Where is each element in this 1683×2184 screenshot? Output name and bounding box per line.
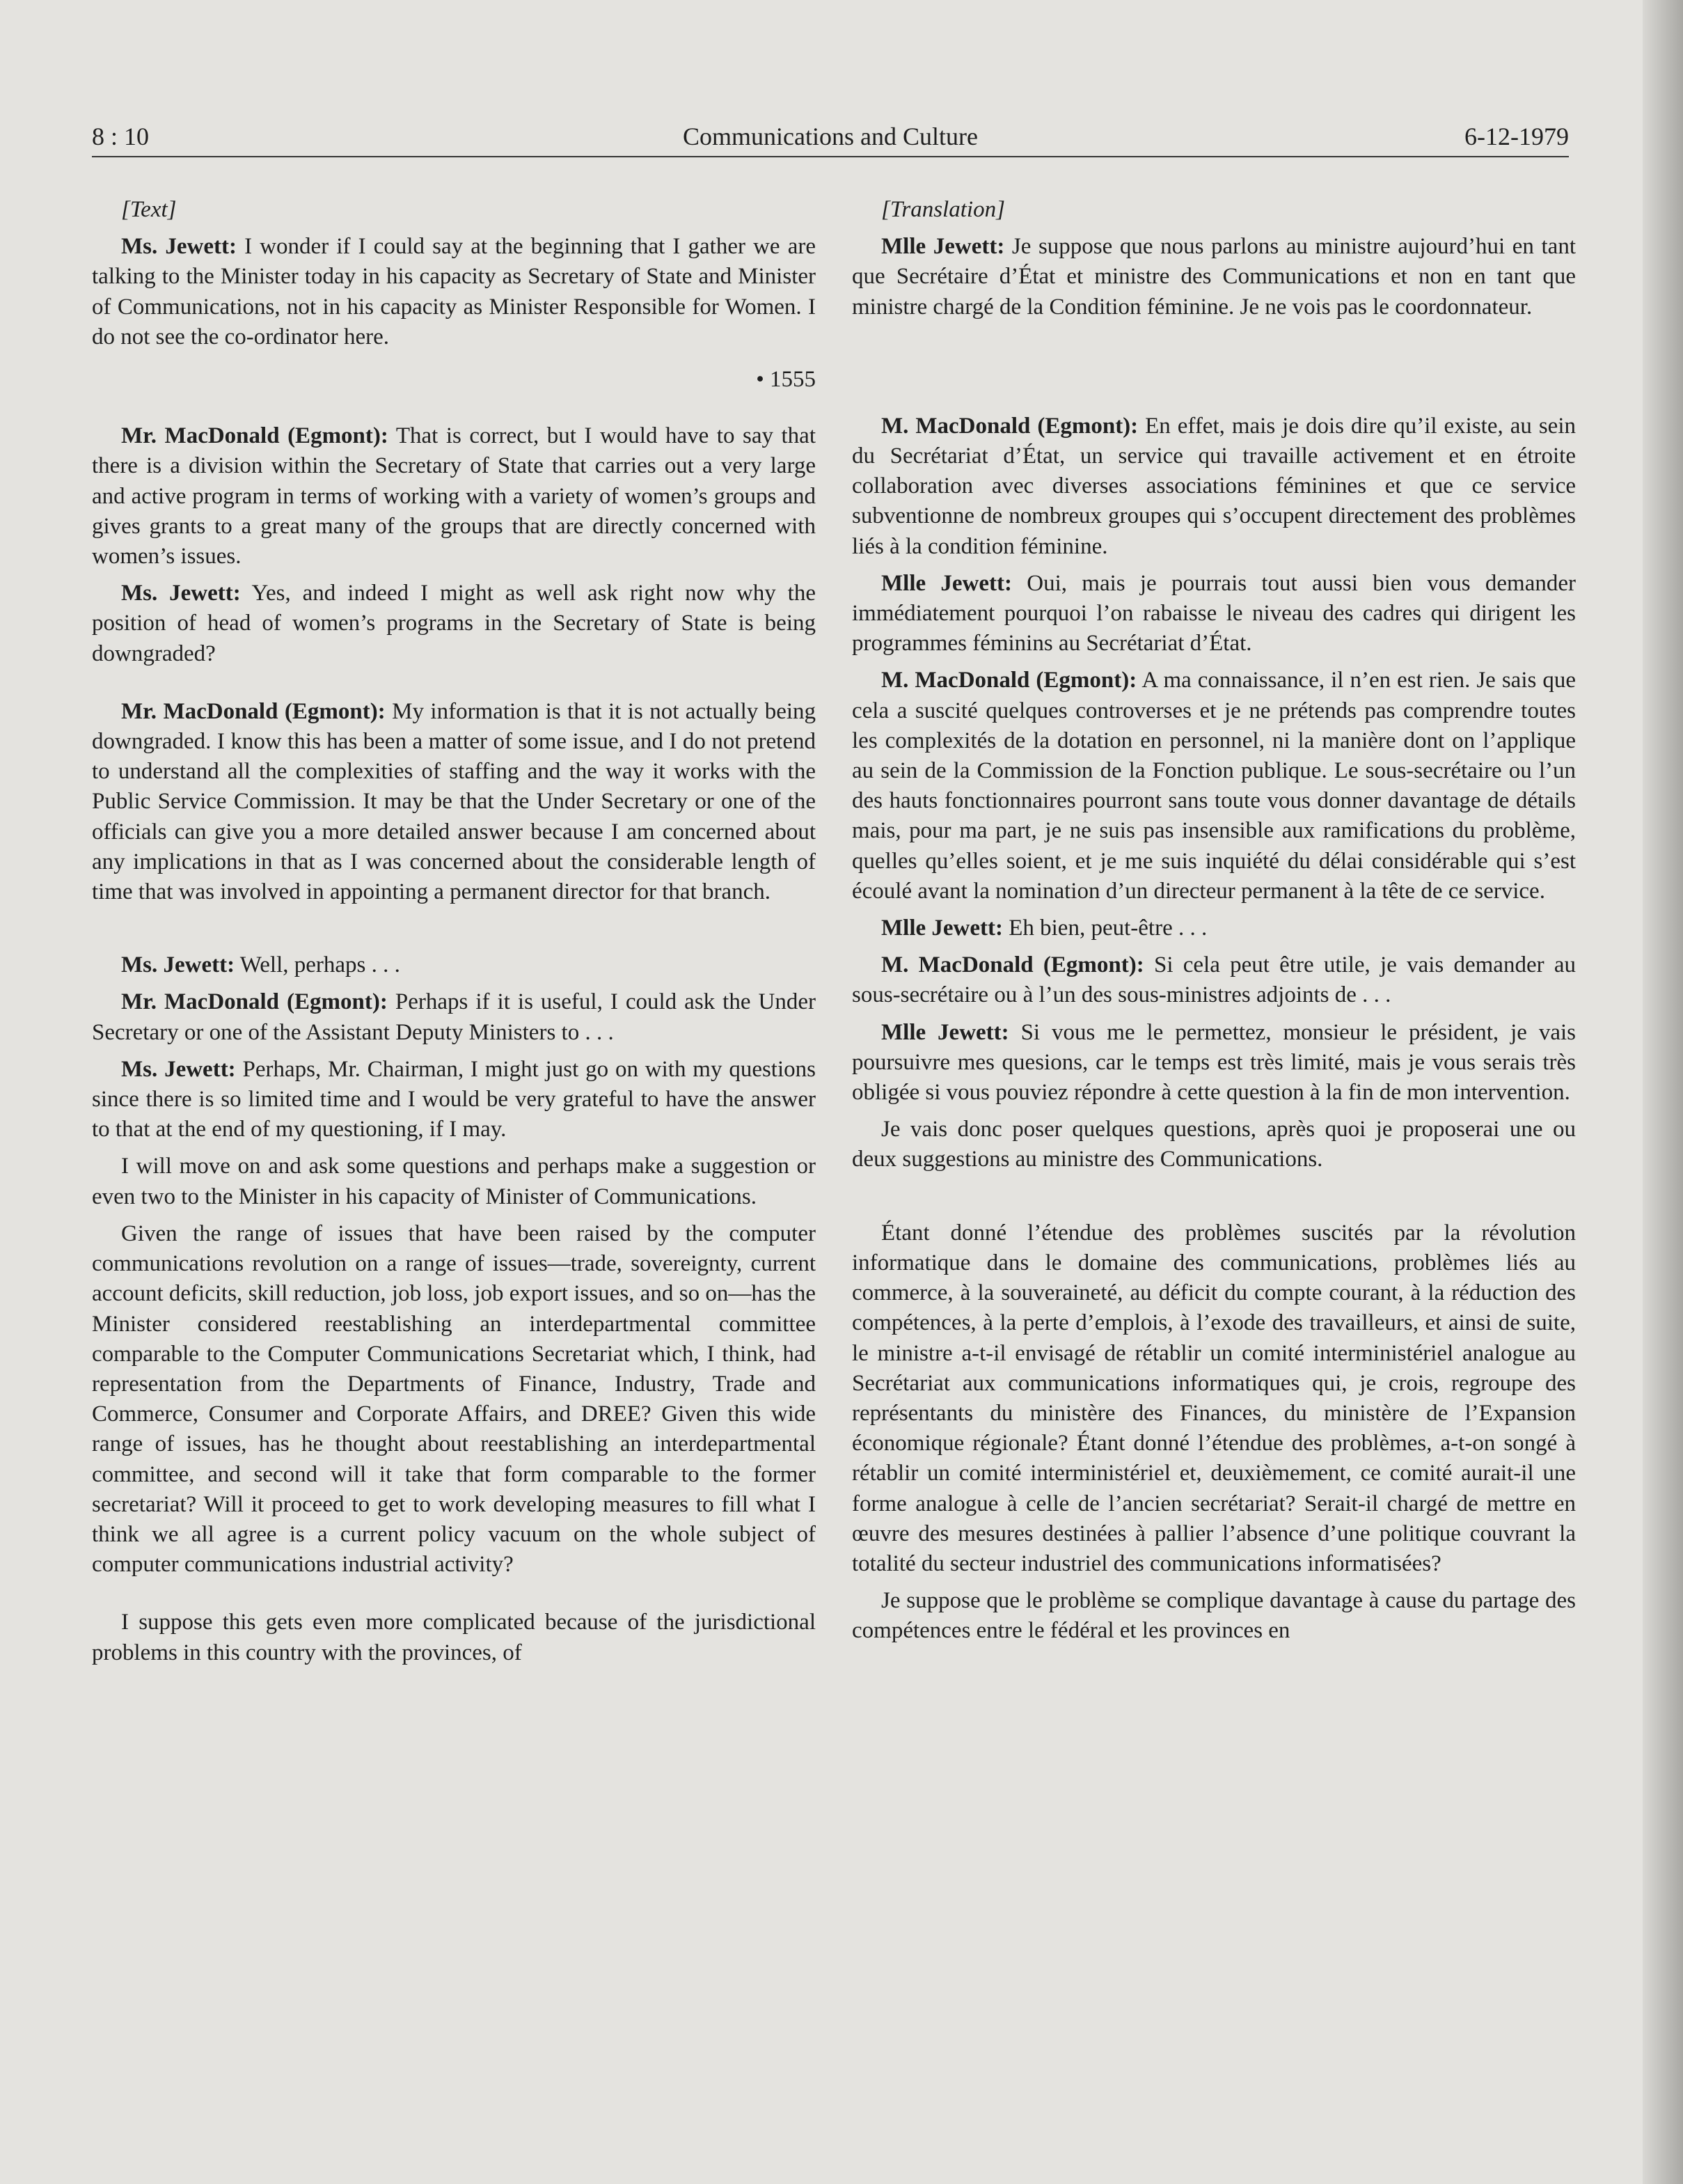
paragraph	[92, 987, 816, 1047]
paragraph: Je suppose que le problème se complique davantage à cause du partage des compétences entre le fédéral et les provinces en	[852, 1588, 1576, 1644]
spacer	[852, 1182, 1576, 1218]
speaker: Mr. MacDonald (Egmont):	[121, 423, 388, 449]
paragraph	[92, 697, 816, 907]
speaker: Mr. MacDonald (Egmont):	[121, 698, 386, 724]
translation-label: [Translation]	[881, 197, 1005, 222]
paragraph	[92, 1055, 816, 1145]
spacer	[92, 914, 816, 950]
spacer	[92, 676, 816, 697]
speech: Well, perhaps . . .	[235, 952, 400, 978]
header-rule	[92, 156, 1569, 157]
paragraph	[92, 232, 816, 352]
speech: Yes, and indeed I might as well ask right now why the position of head of women’s programs in the Secretary of State is being downgraded?	[92, 581, 816, 666]
speech: Perhaps if it is useful, I could ask the Under Secretary or one of the Assistant Deputy Ministers to . . .	[92, 989, 816, 1045]
paragraph: Given the range of issues that have been raised by the computer communications revolution on a range of issues—trade, sovereignty, current account deficits, skill reduction, job loss, job export issues, and so on—has the Minister considered reestablishing an interdepartmental committee comparable to the Computer Communications Secretariat which, I think, had representation from the Departments of Finance, Industry, Trade and Commerce, Consumer and Corporate Affairs, and DREE? Given this wide range of issues, has he thought about reestablishing an interdepartmental committee, and second will it take that form comparable to the former secretariat? Will it proceed to get to work developing measures to fill what I think we all agree is a current policy vacuum on the whole subject of computer communications industrial activity?	[92, 1220, 816, 1578]
english-column	[92, 195, 816, 1675]
speaker: M. MacDonald (Egmont):	[881, 413, 1139, 439]
speaker: Ms. Jewett:	[121, 234, 237, 260]
speaker: Ms. Jewett:	[121, 581, 241, 606]
paragraph: I will move on and ask some questions and perhaps make a suggestion or even two to the Minister in his capacity of Minister of Communications.	[92, 1154, 816, 1209]
paragraph: I suppose this gets even more complicated because of the jurisdictional problems in this country with the provinces, of	[92, 1610, 816, 1665]
paragraph: Je vais donc poser quelques questions, après quoi je proposerai une ou deux suggestions au ministre des Communications.	[852, 1117, 1576, 1172]
french-column	[852, 195, 1576, 1653]
paragraph	[852, 569, 1576, 659]
paragraph	[852, 666, 1576, 906]
speech: My information is that it is not actually being downgraded. I know this has been a matter of some issue, and I do not pretend to understand all the complexities of staffing and the way it works with the Public Service Commission. It may be that the Under Secretary or one of the officials can give you a more detailed answer because I am concerned about any implications in that as I was concerned about the considerable length of time that was involved in appointing a permanent director for that branch.	[92, 698, 816, 905]
speech: Si vous me le permettez, monsieur le président, je vais poursuivre mes quesions, car le temps est très limité, mais je vous serais très obligée si vous pouviez répondre à cette question à la fin de mon intervention.	[852, 1019, 1576, 1106]
speaker: Mlle Jewett:	[881, 1019, 1009, 1045]
time-marker: • 1555	[756, 367, 816, 393]
paragraph	[852, 913, 1576, 943]
speaker: Mr. MacDonald (Egmont):	[121, 989, 388, 1015]
paragraph	[852, 232, 1576, 322]
running-title: Communications and Culture	[683, 123, 978, 150]
speaker: Ms. Jewett:	[121, 1056, 236, 1082]
spacer	[852, 329, 1576, 411]
paragraph	[92, 421, 816, 572]
spacer	[92, 1587, 816, 1608]
speech: Je suppose que nous parlons au ministre aujourd’hui en tant que Secrétaire d’État et ministre des Communications et non en tant que ministre chargé de la Condition féminine. Je ne vois pas le coordonnateur.	[852, 234, 1576, 320]
paragraph	[852, 950, 1576, 1010]
speech: Si cela peut être utile, je vais demander au sous-secrétaire ou à l’un des sous-ministres adjoints de . . .	[852, 952, 1576, 1008]
speaker: Mlle Jewett:	[881, 916, 1003, 941]
speech: Eh bien, peut-être . . .	[1002, 916, 1208, 941]
paragraph	[92, 950, 816, 980]
speech: A ma connaissance, il n’en est rien. Je sais que cela a suscité quelques controverses et je ne prétends pas comprendre toutes les complexités de la dotation en personnel, ni la manière dont on l’applique au sein de la Commission de la Fonction publique. Le sous-secrétaire ou l’un des hauts fonctionnaires pourront sans toute vous donner davantage de détails mais, pour ma part, je ne suis pas insensible aux ramifications du problème, quelles qu’elles soient, et je me suis inquiété du délai considérable qui s’est écoulé avant la nomination d’un directeur permanent à la tête de ce service.	[852, 668, 1576, 904]
speaker: Ms. Jewett:	[121, 952, 235, 978]
speaker: M. MacDonald (Egmont):	[881, 668, 1137, 693]
speaker: Mlle Jewett:	[881, 570, 1012, 596]
speech: Perhaps, Mr. Chairman, I might just go on with my questions since there is so limited time and I would be very grateful to have the answer to that at the end of my questioning, if I may.	[92, 1056, 816, 1142]
page-date: 6-12-1979	[1464, 123, 1569, 150]
speech: Oui, mais je pourrais tout aussi bien vous demander immédiatement pourquoi l’on rabaisse le niveau des cadres qui dirigent les programmes féminins au Secrétariat d’État.	[852, 570, 1576, 657]
speaker: M. MacDonald (Egmont):	[881, 952, 1144, 978]
speech: I wonder if I could say at the beginning that I gather we are talking to the Minister today in his capacity as Secretary of State and Minister of Communications, not in his capacity as Minister Responsible for Women. I do not see the co-ordinator here.	[92, 234, 816, 349]
page-number: 8 : 10	[92, 123, 150, 150]
speaker: Mlle Jewett:	[881, 234, 1005, 260]
paragraph	[852, 411, 1576, 562]
page-edge-shadow	[1643, 0, 1683, 2184]
paragraph: Étant donné l’étendue des problèmes suscités par la révolution informatique dans le domaine des communications, problèmes liés au commerce, à la souveraineté, au déficit du compte courant, à la réduction des compétences, à la perte d’emplois, à l’exode des travailleurs, et ainsi de suite, le ministre a-t-il envisagé de rétablir un comité interministériel analogue au Secrétariat aux communications informatiques qui, je crois, regroupe des représentants du ministère des Finances, du ministère de l’Expansion économique régionale? Étant donné l’étendue des problèmes, a-t-on songé à rétablir un comité interministériel et, deuxièmement, ce comité aurait-il une forme analogue à celle de l’ancien secrétariat? Serait-il chargé de mettre en œuvre des mesures destinées à pallier l’absence d’une politique couvrant la totalité du secteur industriel des communications informatisées?	[852, 1220, 1576, 1576]
page-header	[92, 120, 1569, 153]
speech: En effet, mais je dois dire qu’il existe, au sein du Secrétariat d’État, un service qui travaille activement et en étroite collaboration avec diverses associations féminines et que ce service subventionne de nombreux groupes qui s’occupent directement des problèmes liés à la condition féminine.	[852, 413, 1576, 559]
speech: That is correct, but I would have to say that there is a division within the Secretary of State that carries out a very large and active program in terms of working with a variety of women’s groups and gives grants to a great many of the groups that are directly concerned with women’s issues.	[92, 423, 816, 569]
paragraph	[92, 579, 816, 669]
paragraph	[852, 1018, 1576, 1108]
text-label: [Text]	[121, 197, 177, 222]
